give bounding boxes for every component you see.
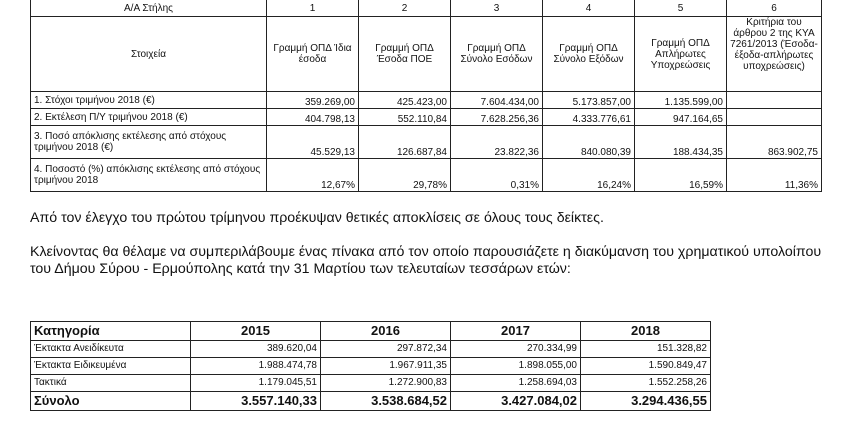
cell-value: 1.135.599,00: [635, 92, 727, 109]
table-row: [31, 159, 822, 192]
row-header-label: Στοιχεία: [31, 17, 267, 92]
year-header: 2018: [581, 322, 711, 341]
column-header: Γραμμή ΟΠΔ Σύνολο Εξόδων: [543, 17, 635, 92]
cell-value: 45.529,13: [267, 126, 359, 159]
cell-value: 389.620,04: [191, 341, 321, 358]
cell-value: 1.258.694,03: [451, 375, 581, 392]
total-row: [31, 392, 711, 411]
year-header: 2017: [451, 322, 581, 341]
table-row: [31, 109, 822, 126]
column-number: 2: [359, 0, 451, 17]
table-row: [31, 341, 711, 358]
cell-value: 1.179.045,51: [191, 375, 321, 392]
row-label: 4. Ποσοστό (%) απόκλισης εκτέλεσης από στόχους τριμήνου 2018: [31, 159, 267, 192]
category-label: Έκτακτα Ειδικευμένα: [31, 358, 191, 375]
column-number: 1: [267, 0, 359, 17]
budget-targets-table: [30, 0, 822, 192]
column-number: 5: [635, 0, 727, 17]
column-index-label: Α/Α Στήλης: [31, 0, 267, 17]
row-label: 3. Ποσό απόκλισης εκτέλεσης από στόχους τριμήνου 2018 (€): [31, 126, 267, 159]
column-number: 6: [727, 0, 822, 17]
column-index-row: [31, 0, 822, 17]
table-row: [31, 375, 711, 392]
paragraph-findings: Από τον έλεγχο του πρώτου τρίμηνου προέκυψαν θετικές αποκλίσεις σε όλους τους δείκτες.: [30, 210, 604, 226]
cell-value: 863.902,75: [727, 126, 822, 159]
total-label: Σύνολο: [31, 392, 191, 411]
column-header: Γραμμή ΟΠΔ Απλήρωτες Υποχρεώσεις: [635, 17, 727, 92]
cell-value: 5.173.857,00: [543, 92, 635, 109]
cell-value: 552.110,84: [359, 109, 451, 126]
category-label: Έκτακτα Ανειδίκευτα: [31, 341, 191, 358]
cell-value: 297.872,34: [321, 341, 451, 358]
cell-value: 1.272.900,83: [321, 375, 451, 392]
cell-value: 840.080,39: [543, 126, 635, 159]
column-header-row: [31, 17, 822, 92]
year-header: 2015: [191, 322, 321, 341]
cell-value: 1.967.911,35: [321, 358, 451, 375]
column-header: Γραμμή ΟΠΔ Έσοδα ΠΟΕ: [359, 17, 451, 92]
row-label: 2. Εκτέλεση Π/Υ τριμήνου 2018 (€): [31, 109, 267, 126]
cell-value: 1.590.849,47: [581, 358, 711, 375]
cell-value: 16,24%: [543, 159, 635, 192]
cell-value: 0,31%: [451, 159, 543, 192]
cell-value: 126.687,84: [359, 126, 451, 159]
total-value: 3.427.084,02: [451, 392, 581, 411]
cell-value: 29,78%: [359, 159, 451, 192]
table-row: [31, 126, 822, 159]
column-number: 3: [451, 0, 543, 17]
row-label: 1. Στόχοι τριμήνου 2018 (€): [31, 92, 267, 109]
cell-value: 12,67%: [267, 159, 359, 192]
total-value: 3.557.140,33: [191, 392, 321, 411]
cell-value: 7.628.256,36: [451, 109, 543, 126]
cell-value: 16,59%: [635, 159, 727, 192]
column-header: Κριτήρια του άρθρου 2 της ΚΥΑ 7261/2013 (Έσοδα-έξοδα-απλήρωτες υποχρεώσεις): [727, 17, 822, 92]
cell-value: 404.798,13: [267, 109, 359, 126]
table-row: [31, 92, 822, 109]
cell-value: 1.898.055,00: [451, 358, 581, 375]
cell-value: 1.552.258,26: [581, 375, 711, 392]
column-number: 4: [543, 0, 635, 17]
cell-value: 7.604.434,00: [451, 92, 543, 109]
cell-value: 23.822,36: [451, 126, 543, 159]
cell-value: 188.434,35: [635, 126, 727, 159]
paragraph-intro-balance: Κλείνοντας θα θέλαμε να συμπεριλάβουμε ένας πίνακα από τον οποίο παρουσιάζετε η διακύμανση του χρηματικού υπολοίπου του Δήμου Σύρου - Ερμούπολης κατά την 31 Μαρτίου των τελευταίων τεσσάρων ετών:: [30, 244, 822, 277]
cell-value: 11,36%: [727, 159, 822, 192]
cell-value: 4.333.776,61: [543, 109, 635, 126]
cash-balance-table: [30, 321, 711, 411]
total-value: 3.538.684,52: [321, 392, 451, 411]
cell-value: [727, 92, 822, 109]
cell-value: 151.328,82: [581, 341, 711, 358]
table-row: [31, 358, 711, 375]
category-header: Κατηγορία: [31, 322, 191, 341]
cell-value: [727, 109, 822, 126]
total-value: 3.294.436,55: [581, 392, 711, 411]
year-header: 2016: [321, 322, 451, 341]
cell-value: 1.988.474,78: [191, 358, 321, 375]
cell-value: 270.334,99: [451, 341, 581, 358]
table-header-row: [31, 322, 711, 341]
column-header: Γραμμή ΟΠΔ Ίδια έσοδα: [267, 17, 359, 92]
cell-value: 425.423,00: [359, 92, 451, 109]
column-header: Γραμμή ΟΠΔ Σύνολο Εσόδων: [451, 17, 543, 92]
cell-value: 947.164,65: [635, 109, 727, 126]
cell-value: 359.269,00: [267, 92, 359, 109]
category-label: Τακτικά: [31, 375, 191, 392]
